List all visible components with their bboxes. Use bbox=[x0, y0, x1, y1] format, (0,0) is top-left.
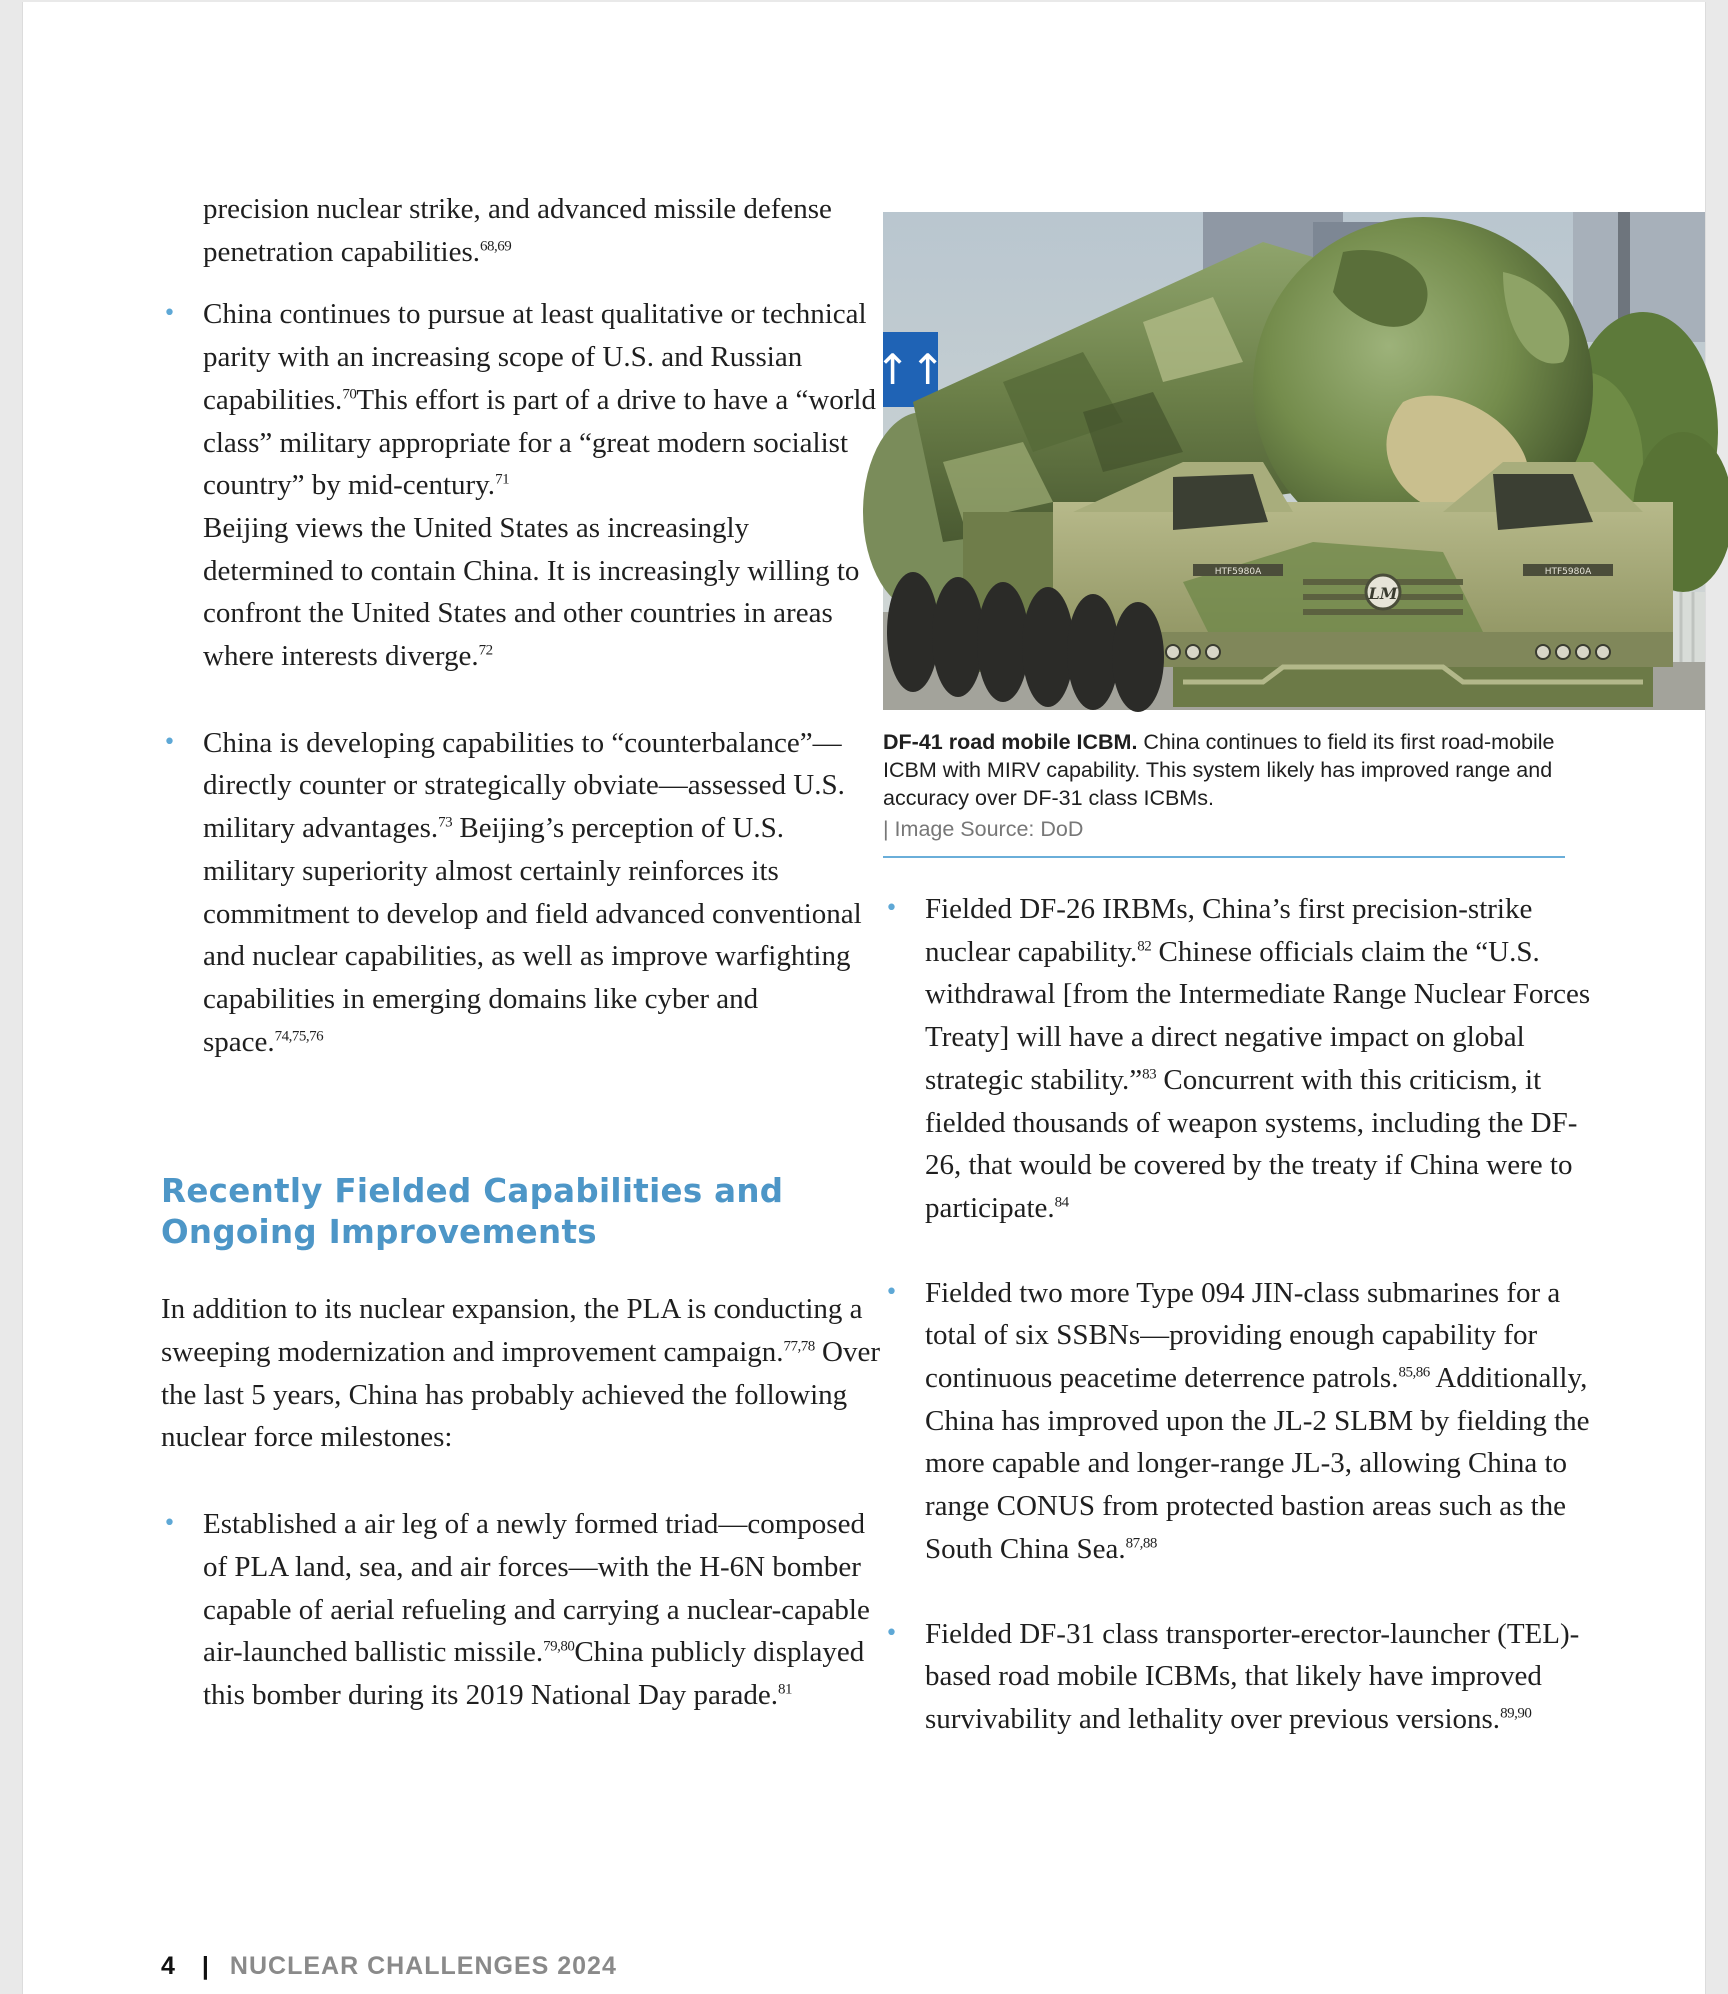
footnote-ref: 73 bbox=[438, 814, 453, 831]
bullet-text: Established a air leg of a newly formed triad—composed of PLA land, sea, and air forces—with the H-6N bomber capable of aerial refueling and carrying a nuclear-capable air-launched ballistic missile. bbox=[203, 1508, 870, 1669]
vehicle-badge: LM bbox=[1368, 584, 1398, 603]
intro-paragraph bbox=[161, 1288, 881, 1459]
intro-text: In addition to its nuclear expansion, the PLA is conducting a sweeping modernization and improvement campaign. bbox=[161, 1293, 863, 1369]
bullet-text: Additionally, China has improved upon the JL-2 SLBM by fielding the more capable and longer-range JL-3, allowing China to range CONUS from protected bastion areas such as the South China Sea. bbox=[925, 1362, 1590, 1565]
bullet-text: China publicly displayed this bomber during its 2019 National Day parade. bbox=[203, 1636, 865, 1711]
bullet-dot-icon: • bbox=[885, 1279, 898, 1305]
footnote-ref: 82 bbox=[1137, 938, 1152, 955]
bullet-text: Fielded DF-26 IRBMs, China’s first precision-strike nuclear capability. bbox=[925, 893, 1533, 968]
footnote-ref: 79,80 bbox=[543, 1638, 575, 1655]
bullet-text: China continues to pursue at least qualitative or technical parity with an increasing scope of U.S. and Russian capabilities. bbox=[203, 298, 867, 416]
footnote-ref: 74,75,76 bbox=[274, 1028, 324, 1044]
bullet-dot-icon: • bbox=[885, 1620, 898, 1646]
bullet-dot-icon: • bbox=[163, 729, 176, 755]
caption-title: DF-41 road mobile ICBM. bbox=[883, 730, 1138, 754]
bullet-text: Fielded two more Type 094 JIN-class submarines for a total of six SSBNs—providing enough capability for continuous peacetime deterrence patrols. bbox=[925, 1276, 1561, 1395]
bullet-df31 bbox=[883, 1613, 1603, 1741]
footnote-ref: 84 bbox=[1054, 1194, 1069, 1211]
continued-paragraph bbox=[203, 188, 881, 273]
bullet-dot-icon: • bbox=[163, 1511, 176, 1537]
left-column bbox=[161, 188, 881, 1717]
footnote-ref: 83 bbox=[1142, 1066, 1157, 1083]
section-heading: Recently Fielded Capabilities and Ongoing Improvements bbox=[161, 1172, 784, 1251]
bullet-text: This effort is part of a drive to have a “world class” military appropriate for a “great modern socialist country” by mid-century. bbox=[203, 383, 876, 502]
caption-divider bbox=[883, 856, 1565, 858]
footnote-ref: 71 bbox=[495, 471, 510, 488]
bullet-counterbalance bbox=[161, 722, 881, 1064]
bullet-text: Concurrent with this criticism, it fielded thousands of weapon systems, including the DF-26, that would be covered by the treaty if China were to participate. bbox=[925, 1063, 1578, 1224]
bullet-df26 bbox=[883, 888, 1603, 1230]
footnote-ref: 87,88 bbox=[1125, 1535, 1157, 1552]
bullet-dot-icon: • bbox=[163, 301, 176, 327]
page-footer bbox=[161, 1952, 617, 1981]
right-bullet-list bbox=[883, 888, 1603, 1741]
footnote-ref: 81 bbox=[778, 1681, 793, 1698]
figure-caption bbox=[883, 728, 1573, 812]
df41-icbm-photo bbox=[874, 212, 1705, 710]
footnote-ref: 68,69 bbox=[480, 238, 512, 255]
intro-text: Over the last 5 years, China has probably achieved the following nuclear force milestones: bbox=[161, 1336, 880, 1454]
bullet-type094 bbox=[883, 1272, 1603, 1571]
caption-text: China continues to field its first road-mobile ICBM with MIRV capability. This system likely has improved range and accuracy over DF-31 class ICBMs. bbox=[883, 730, 1555, 810]
footnote-ref: 85,86 bbox=[1398, 1364, 1430, 1381]
publication-title: NUCLEAR CHALLENGES 2024 bbox=[229, 1952, 617, 1980]
bullet-text: Beijing’s perception of U.S. military superiority almost certainly reinforces its commitment to develop and field advanced conventional and nuclear capabilities, as well as improve warfighting capabilities in emerging domains like cyber and space. bbox=[203, 812, 862, 1058]
page-number: 4 bbox=[161, 1952, 176, 1980]
bullet-parity bbox=[161, 293, 881, 677]
footer-separator: | bbox=[201, 1952, 210, 1980]
vehicle-plate: HTF5980A bbox=[1544, 567, 1592, 577]
footnote-ref: 77,78 bbox=[783, 1338, 815, 1355]
bullet-air-leg bbox=[161, 1503, 881, 1717]
bullet-text: Beijing views the United States as increasingly determined to contain China. It is increasingly willing to confront the United States and other countries in areas where interests diverge. bbox=[203, 511, 860, 673]
vehicle-plate: HTF5980A bbox=[1214, 567, 1262, 577]
bullet-text: Chinese officials claim the “U.S. withdrawal [from the Intermediate Range Nuclear Forces Treaty] will have a direct negative impact on global strategic stability.” bbox=[925, 935, 1591, 1096]
svg-text:↑↑: ↑↑ bbox=[874, 345, 946, 394]
continued-text: precision nuclear strike, and advanced missile defense penetration capabilities. bbox=[203, 193, 832, 268]
footnote-ref: 72 bbox=[478, 642, 493, 659]
bullet-text: Fielded DF-31 class transporter-erector-launcher (TEL)-based road mobile ICBMs, that likely have improved survivability and lethality over previous versions. bbox=[925, 1617, 1580, 1735]
image-source: | Image Source: DoD bbox=[883, 817, 1084, 841]
bullet-text: China is developing capabilities to “counterbalance”—directly counter or strategically obviate—assessed U.S. military advantages. bbox=[203, 726, 845, 845]
bullet-dot-icon: • bbox=[885, 896, 898, 921]
document-page bbox=[22, 2, 1706, 1994]
footnote-ref: 70 bbox=[342, 386, 357, 403]
footnote-ref: 89,90 bbox=[1500, 1705, 1532, 1722]
